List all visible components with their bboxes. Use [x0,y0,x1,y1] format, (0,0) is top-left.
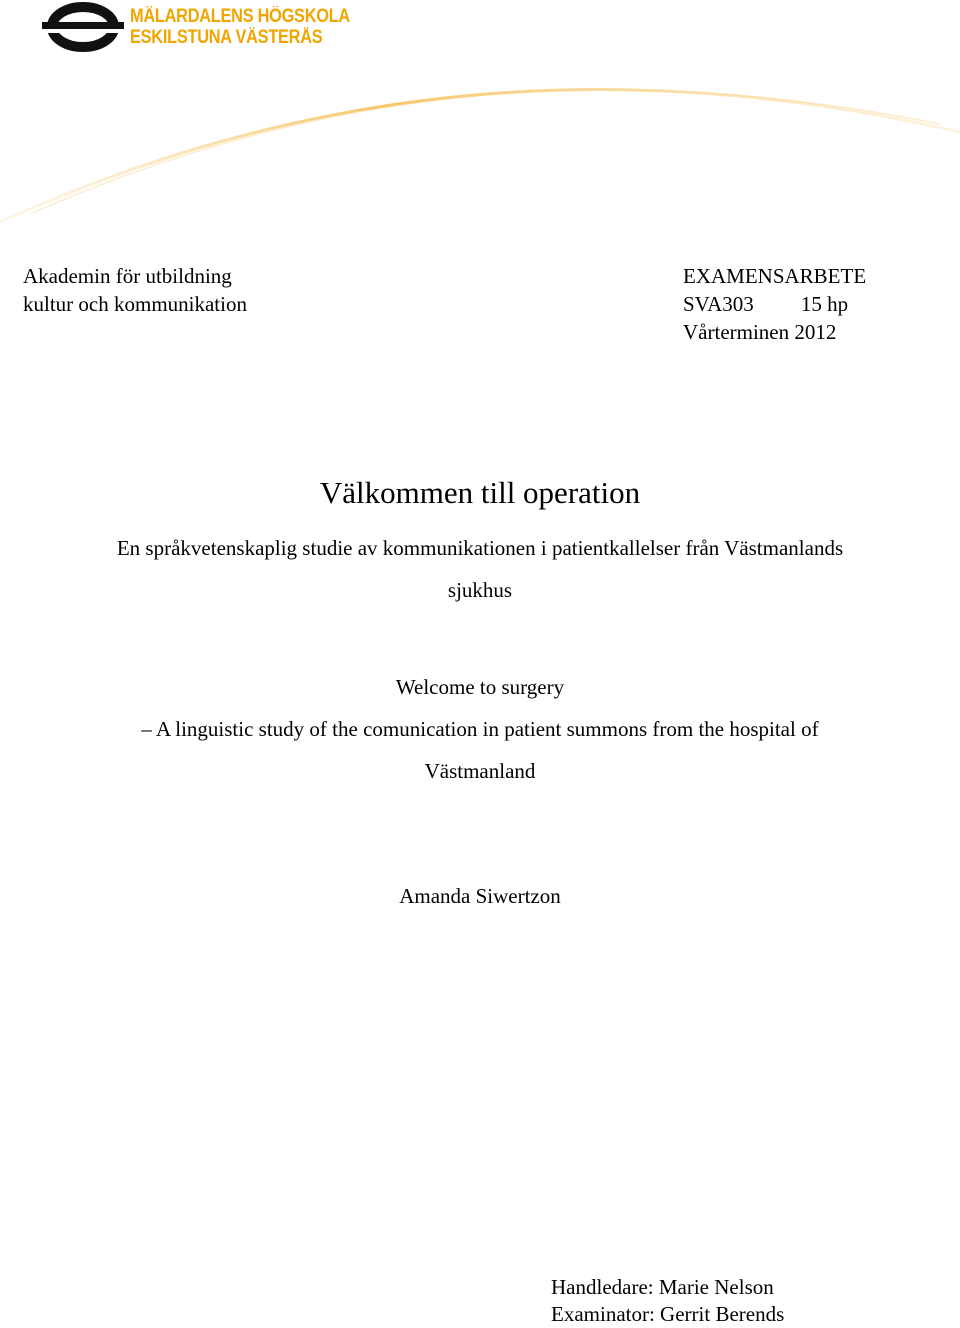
examiner: Examinator: Gerrit Berends [551,1302,785,1326]
university-emblem-icon [40,2,126,52]
logo-text-line2: ESKILSTUNA VÄSTERÅS [130,27,323,48]
course-code: SVA303 [683,292,754,316]
course-info [683,290,848,318]
logo-text-line1: MÄLARDALENS HÖGSKOLA [130,6,350,27]
subtitle-line2: sjukhus [447,578,513,602]
university-logo [40,2,350,52]
subtitle-line1: En språkvetenskaplig studie av kommunikationen i patientkallelser från Västmanlands [116,536,844,560]
supervisor: Handledare: Marie Nelson [551,1275,774,1299]
course-credits: 15 hp [800,292,849,316]
academy-line1: Akademin för utbildning [23,264,232,288]
author-name: Amanda Siwertzon [399,884,561,908]
term: Vårterminen 2012 [683,320,837,344]
english-title: Welcome to surgery [395,675,565,699]
document-type: EXAMENSARBETE [683,264,867,288]
academy-line2: kultur och kommunikation [23,292,247,316]
main-title: Välkommen till operation [319,475,641,510]
english-subtitle-line1: – A linguistic study of the comunication in patient summons from the hospital of [141,717,819,741]
english-subtitle-line2: Västmanland [424,759,536,783]
